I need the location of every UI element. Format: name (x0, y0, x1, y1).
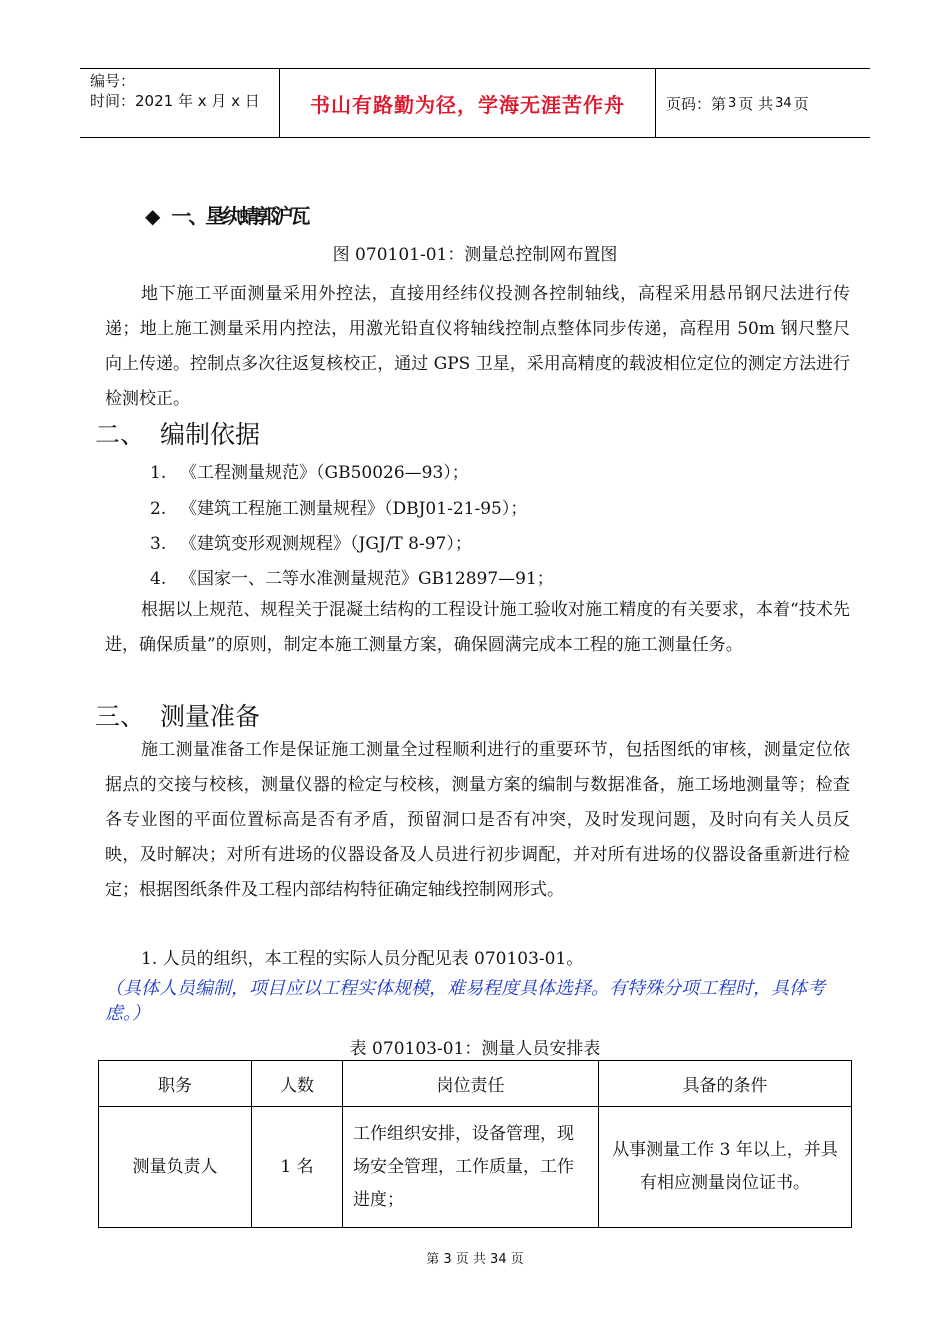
time-label: 时间：2021 年 x 月 x 日 (90, 92, 260, 110)
column-header: 人数 (252, 1061, 343, 1107)
reference-number: 3. (150, 534, 167, 554)
section-title: 编制依据 (160, 420, 261, 449)
page-footer: 第 3 页 共 34 页 (426, 1252, 524, 1267)
cell-duty: 工作组织安排，设备管理，现场安全管理，工作质量，工作进度； (343, 1107, 599, 1228)
reference-text: 《工程测量规范》（GB50026—93）； (180, 463, 469, 483)
basis-paragraph: 根据以上规范、规程关于混凝土结构的工程设计施工验收对施工精度的有关要求，本着“技术先进，确保质量”的原则，制定本施工测量方案，确保圆满完成本工程的施工测量任务。 (105, 600, 850, 655)
reference-item (150, 564, 554, 589)
reference-number: 1. (150, 463, 167, 483)
bullet-diamond-icon: ◆ (145, 204, 158, 228)
page-num: 3 (728, 95, 737, 111)
section-number: 三、 (95, 702, 146, 731)
garbled-heading-text: 一、垦纨蜻郭沪瓦 (171, 204, 308, 228)
staff-table (98, 1060, 852, 1228)
number-label: 编号： (90, 72, 136, 90)
column-header: 具备的条件 (599, 1061, 852, 1107)
header-meta (80, 69, 280, 137)
reference-item (150, 494, 527, 519)
section-heading-basis (95, 415, 260, 451)
header-page-number (656, 69, 870, 137)
table-row (99, 1107, 852, 1228)
reference-text: 《建筑变形观测规程》（JGJ/T 8-97）； (180, 534, 472, 554)
section-heading-preparation (95, 697, 260, 733)
header-motto: 书山有路勤为径，学海无涯苦作舟 (280, 69, 656, 137)
staff-paragraph: 1. 人员的组织，本工程的实际人员分配见表 070103-01。 (141, 949, 584, 969)
reference-number: 2. (150, 499, 167, 519)
page-mid: 页 共 (738, 94, 774, 113)
reference-text: 《国家一、二等水准测量规范》GB12897—91； (180, 569, 554, 589)
cell-role: 测量负责人 (99, 1107, 252, 1228)
table-caption: 表 070103-01：测量人员安排表 (349, 1039, 601, 1059)
garbled-heading (145, 200, 307, 229)
column-header: 职务 (99, 1061, 252, 1107)
page-prefix: 页码：第 (666, 94, 727, 113)
cell-condition: 从事测量工作 3 年以上，并具有相应测量岗位证书。 (599, 1107, 852, 1228)
reference-number: 4. (150, 569, 167, 589)
intro-paragraph: 地下施工平面测量采用外控法，直接用经纬仪投测各控制轴线，高程采用悬吊钢尺法进行传递；地上施工测量采用内控法，用激光铅直仪将轴线控制点整体同步传递，高程用 50m 钢尺整尺向上传递。控制点多次往返复核校正，通过 GPS 卫星，采用高精度的载波相位定位的测定方法进行检测校正。 (105, 284, 850, 409)
cell-count: 1 名 (252, 1107, 343, 1228)
section-title: 测量准备 (160, 702, 261, 731)
page-total: 34 (775, 95, 792, 111)
reference-text: 《建筑工程施工测量规程》（DBJ01-21-95）； (180, 499, 528, 519)
section-number: 二、 (95, 420, 146, 449)
page-suffix: 页 (793, 94, 809, 113)
page-header (80, 68, 870, 138)
reference-item (150, 458, 469, 483)
staffing-note: （具体人员编制，项目应以工程实体规模，难易程度具体选择。有特殊分项工程时，具体考虑。） (105, 978, 825, 1024)
preparation-paragraph: 施工测量准备工作是保证施工测量全过程顺利进行的重要环节，包括图纸的审核，测量定位依据点的交接与校核，测量仪器的检定与校核，测量方案的编制与数据准备，施工场地测量等；检查各专业图的平面位置标高是否有矛盾，预留洞口是否有冲突，及时发现问题，及时向有关人员反映，及时解决；对所有进场的仪器设备及人员进行初步调配，并对所有进场的仪器设备重新进行检定；根据图纸条件及工程内部结构特征确定轴线控制网形式。 (105, 740, 850, 900)
figure-caption: 图 070101-01：测量总控制网布置图 (332, 245, 618, 265)
reference-item (150, 529, 472, 554)
column-header: 岗位责任 (343, 1061, 599, 1107)
table-header-row (99, 1061, 852, 1107)
